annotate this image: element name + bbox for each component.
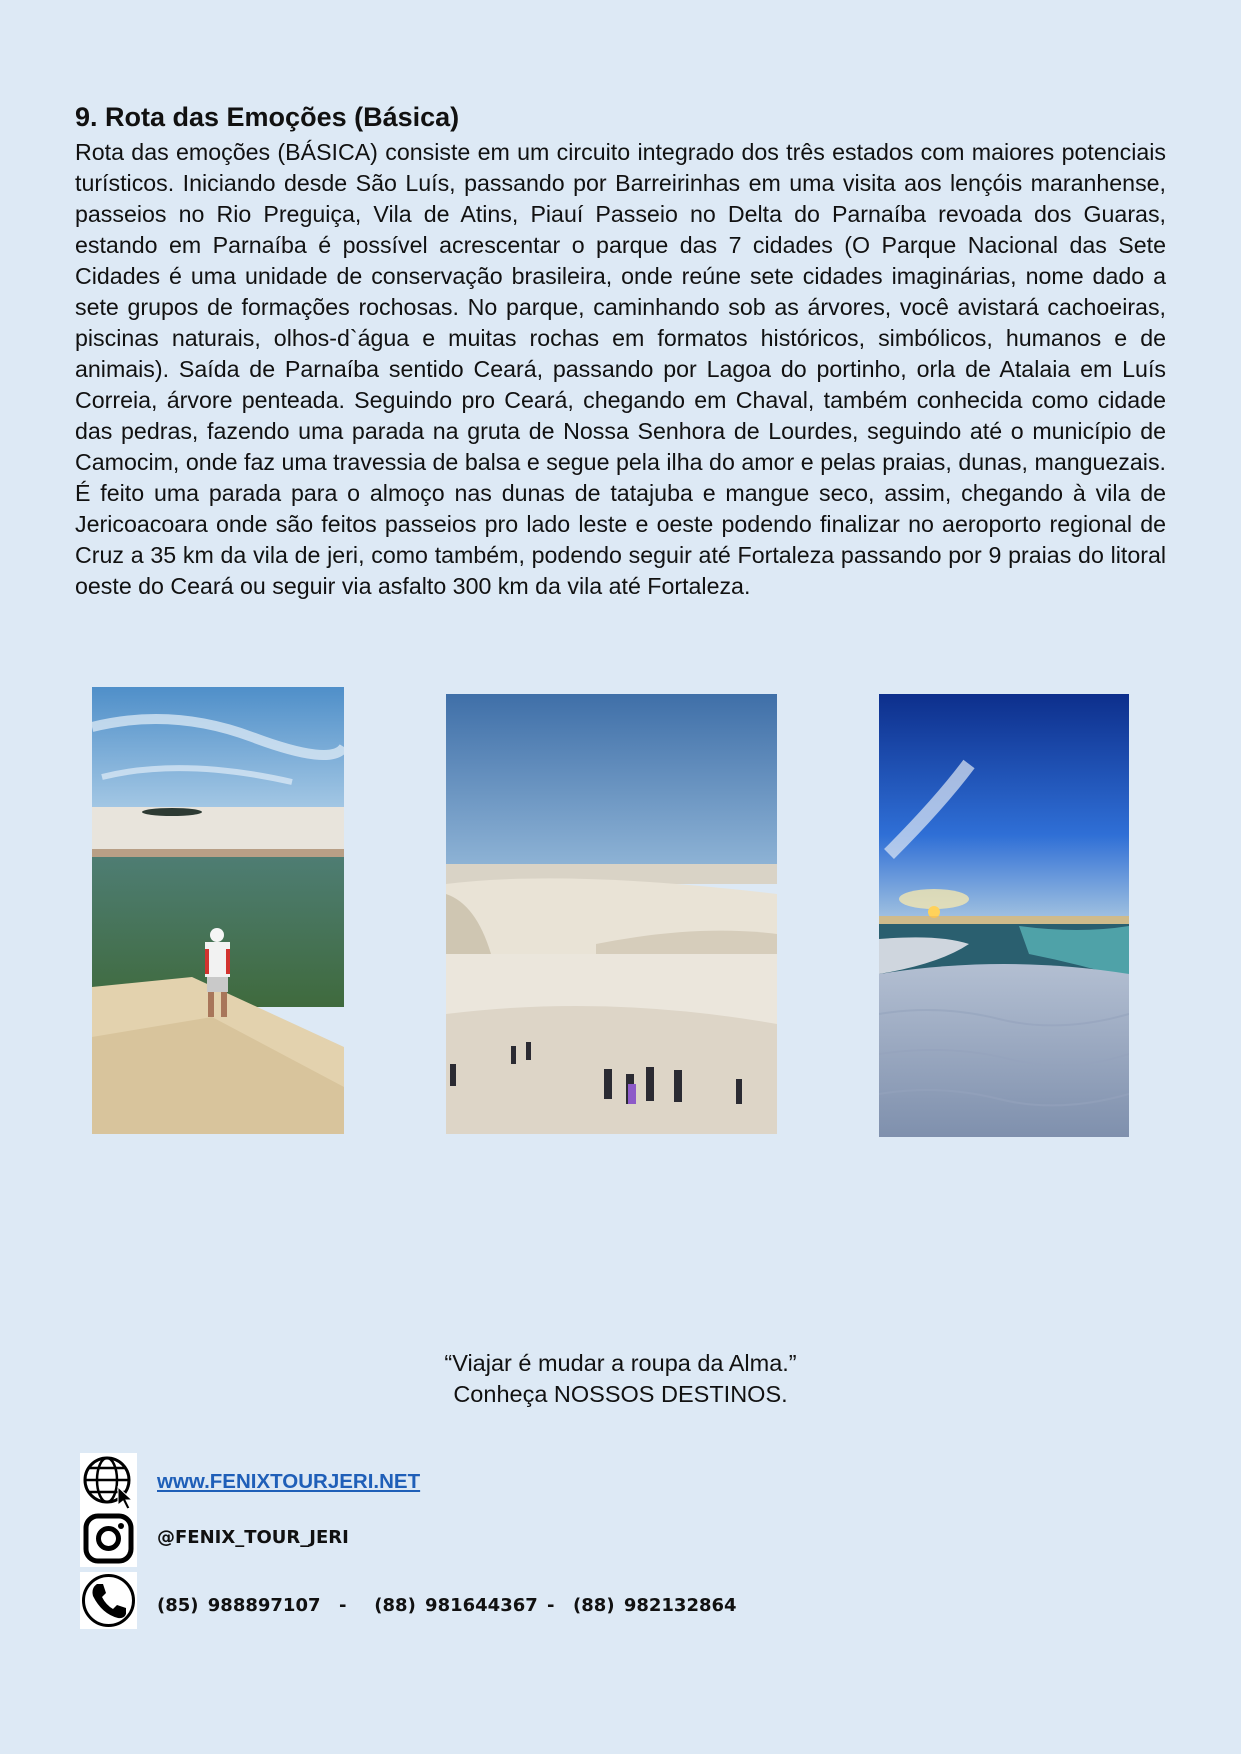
sunset-dunes-photo: [879, 694, 1129, 1137]
dune-lagoon-photo: [92, 687, 344, 1134]
phone-icon: [80, 1572, 137, 1629]
section-title: 9. Rota das Emoções (Básica): [75, 102, 460, 132]
dunes-hikers-photo: [446, 694, 777, 1134]
instagram-handle: @FENIX_TOUR_JERI: [157, 1527, 349, 1548]
quote-line: “Viajar é mudar a roupa da Alma.”: [444, 1350, 797, 1376]
destinations-line: Conheça NOSSOS DESTINOS.: [453, 1381, 788, 1407]
globe-cursor-icon: [80, 1453, 137, 1510]
instagram-icon: [80, 1510, 137, 1567]
phone-numbers: (85) 988897107 - (88) 981644367 - (88) 982132864: [157, 1595, 737, 1616]
website-link[interactable]: www.FENIXTOURJERI.NET: [157, 1470, 421, 1493]
section-body: Rota das emoções (BÁSICA) consiste em um circuito integrado dos três estados com maiores potenciais turísticos. Iniciando desde São Luís, passando por Barreirinhas em uma visita aos lençóis maranhense, passeios no Rio Preguiça, Vila de Atins, Piauí Passeio no Delta do Parnaíba revoada dos Guaras, estando em Parnaíba é possível acrescentar o parque das 7 cidades (O Parque Nacional das Sete Cidades é uma unidade de conservação brasileira, onde reúne sete cidades imaginárias, nome dado a sete grupos de formações rochosas. No parque, caminhando sob as árvores, você avistará cachoeiras, piscinas naturais, olhos-d`água e muitas rochas em formatos históricos, simbólicos, humanos e de animais). Saída de Parnaíba sentido Ceará, passando por Lagoa do portinho, orla de Atalaia em Luís Correia, árvore penteada. Seguindo pro Ceará, chegando em Chaval, também conhecida como cidade das pedras, fazendo uma parada na gruta de Nossa Senhora de Lourdes, seguindo até o município de Camocim, onde faz uma travessia de balsa e segue pela ilha do amor e pelas praias, dunas, manguezais. É feito uma parada para o almoço nas dunas de tatajuba e mangue seco, assim, chegando à vila de Jericoacoara onde são feitos passeios pro lado leste e oeste podendo finalizar no aeroporto regional de Cruz a 35 km da vila de jeri, como também, podendo seguir até Fortaleza passando por 9 praias do litoral oeste do Ceará ou seguir via asfalto 300 km da vila até Fortaleza.: [75, 139, 1166, 599]
